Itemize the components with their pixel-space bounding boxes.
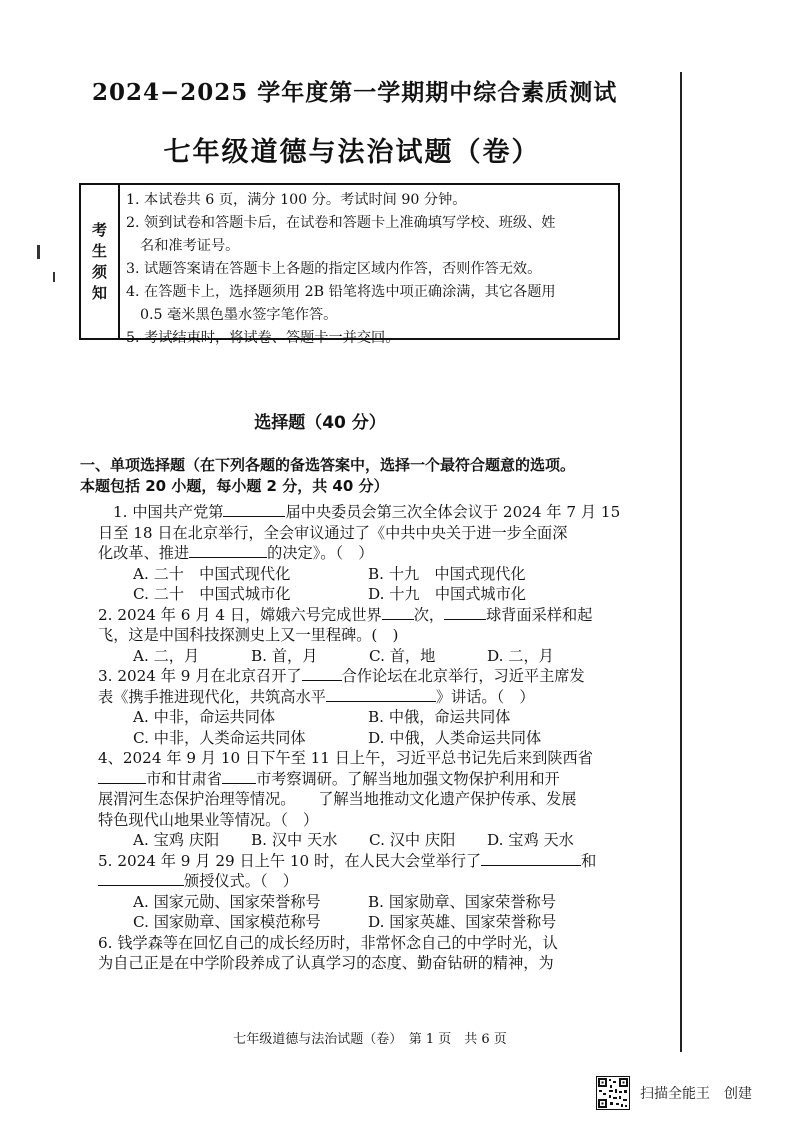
question-text: 球背面采样和起 <box>486 605 593 624</box>
question-1-line <box>98 543 633 564</box>
part-heading-line: 本题包括 20 小题，每小题 2 分，共 40 分） <box>80 477 389 495</box>
option: C. 首，地 <box>369 646 436 665</box>
question-5-line <box>98 851 633 872</box>
question-list <box>98 502 633 974</box>
question-5-line <box>98 871 633 892</box>
option: B. 汉中 天水 <box>251 831 338 849</box>
question-text: 3. 2024 年 9 月在北京召开了 <box>98 667 302 685</box>
answer-blank <box>302 666 342 681</box>
question-text: 颁授仪式。（ ） <box>184 872 298 890</box>
question-text: 和 <box>581 851 597 870</box>
notice-label-char: 生 <box>91 241 107 260</box>
option: C. 中非，人类命运共同体 <box>133 728 306 747</box>
question-text: 》讲话。（ ） <box>435 687 535 706</box>
option: D. 十九 中国式城市化 <box>368 585 526 603</box>
right-margin-rule <box>680 72 682 1052</box>
question-4-options <box>113 830 633 851</box>
option: D. 国家英雄、国家荣誉称号 <box>368 913 557 931</box>
notice-items <box>120 185 618 346</box>
answer-blank <box>326 687 436 702</box>
option: B. 十九 中国式现代化 <box>368 564 526 583</box>
notice-item: 3. 试题答案请在答题卡上各题的指定区域内作答，否则作答无效。 <box>126 261 542 277</box>
question-6-line: 6. 钱学森等在回忆自己的成长经历时，非常怀念自己的中学时光，认 <box>98 933 558 952</box>
question-1-line: 日至 18 日在北京举行，全会审议通过了《中共中央关于进一步全面深 <box>98 523 568 542</box>
option: B. 首，月 <box>251 646 318 665</box>
page-footer: 七年级道德与法治试题（卷） 第 1 页 共 6 页 <box>233 1032 507 1047</box>
question-3-options <box>113 728 633 749</box>
option: B. 国家勋章、国家荣誉称号 <box>368 892 556 911</box>
question-2-line <box>98 605 633 626</box>
answer-blank <box>189 543 267 558</box>
option: A. 二，月 <box>133 646 200 665</box>
option: A. 二十 中国式现代化 <box>133 564 291 583</box>
exam-main-title: 2024−2025 学年度第一学期期中综合素质测试 <box>92 79 618 106</box>
question-text: 合作论坛在北京举行，习近平主席发 <box>341 667 585 685</box>
option: C. 汉中 庆阳 <box>369 831 456 849</box>
question-text: 化改革、推进 <box>98 544 190 562</box>
notice-label <box>81 185 120 338</box>
option: A. 国家元勋、国家荣誉称号 <box>133 892 321 911</box>
question-text: 的决定》。（ ） <box>267 544 374 562</box>
notice-item: 名和准考证号。 <box>140 238 240 254</box>
answer-blank <box>222 769 256 784</box>
question-text: 次， <box>413 605 445 624</box>
question-4-line: 展渭河生态保护治理等情况。 了解当地推动文化遗产保护传承、发展 <box>98 790 577 808</box>
exam-subject-title: 七年级道德与法治试题（卷） <box>163 137 541 168</box>
option: C. 二十 中国式城市化 <box>133 585 291 603</box>
notice-item: 4. 在答题卡上，选择题须用 2B 铅笔将选中项正确涂满，其它各题用 <box>126 284 556 300</box>
answer-blank <box>98 769 146 784</box>
notice-item: 5. 考试结束时，将试卷、答题卡一并交回。 <box>126 330 400 346</box>
question-1-line <box>113 502 633 523</box>
option: C. 国家勋章、国家模范称号 <box>133 913 321 931</box>
question-3-line <box>98 687 633 708</box>
question-1-options <box>113 584 633 605</box>
answer-blank <box>98 871 184 886</box>
option: A. 宝鸡 庆阳 <box>133 831 220 849</box>
notice-label-char: 须 <box>91 262 107 281</box>
option: D. 宝鸡 天水 <box>487 831 574 849</box>
question-text: 2. 2024 年 6 月 4 日，嫦娥六号完成世界 <box>98 605 382 624</box>
option: B. 中俄，命运共同体 <box>368 708 511 726</box>
notice-label-char: 考 <box>91 220 107 239</box>
qr-code-icon <box>596 1076 630 1110</box>
scan-artifact-mark <box>53 272 55 282</box>
notice-label-char: 知 <box>91 283 107 302</box>
question-4-line <box>98 769 633 790</box>
question-5-options <box>113 912 633 933</box>
question-text: 市考察调研。了解当地加强文物保护利用和开 <box>255 769 560 788</box>
part-heading-line: 一、单项选择题（在下列各题的备选答案中，选择一个最符合题意的选项。 <box>80 456 576 474</box>
option: A. 中非，命运共同体 <box>133 708 276 726</box>
question-2-options <box>113 646 633 667</box>
question-3-line <box>98 666 633 687</box>
notice-item: 1. 本试卷共 6 页，满分 100 分。考试时间 90 分钟。 <box>126 192 467 208</box>
question-4-line: 特色现代山地果业等情况。（ ） <box>98 810 319 829</box>
part-heading <box>80 455 640 497</box>
scanner-watermark: 扫描全能王 创建 <box>640 1086 752 1102</box>
question-1-options <box>113 564 633 585</box>
candidate-notice-box <box>79 183 620 346</box>
question-text: 届中央委员会第三次全体会议于 2024 年 7 月 15 <box>285 503 621 521</box>
question-text: 1. 中国共产党第 <box>113 503 224 521</box>
question-4-line: 4、2024 年 9 月 10 日下午至 11 日上午，习近平总书记先后来到陕西省 <box>98 749 593 767</box>
answer-blank <box>444 605 486 620</box>
notice-item: 0.5 毫米黑色墨水签字笔作答。 <box>140 307 338 323</box>
answer-blank <box>223 502 285 517</box>
question-text: 表《携手推进现代化，共筑高水平 <box>98 687 326 706</box>
option: D. 中俄，人类命运共同体 <box>368 728 542 747</box>
question-text: 5. 2024 年 9 月 29 日上午 10 时，在人民大会堂举行了 <box>98 851 482 870</box>
question-2-line: 飞，这是中国科技探测史上又一里程碑。( ) <box>98 626 399 644</box>
option: D. 二，月 <box>487 646 554 665</box>
answer-blank <box>382 605 414 620</box>
scan-artifact-mark <box>37 245 40 259</box>
question-5-options <box>113 892 633 913</box>
notice-item: 2. 领到试卷和答题卡后，在试卷和答题卡上准确填写学校、班级、姓 <box>126 215 556 231</box>
section-title: 选择题（40 分） <box>254 413 386 433</box>
question-text: 市和甘肃省 <box>146 769 222 788</box>
question-3-options <box>113 707 633 728</box>
question-6-line: 为自己正是在中学阶段养成了认真学习的态度、勤奋钻研的精神，为 <box>98 954 554 972</box>
answer-blank <box>481 851 581 866</box>
